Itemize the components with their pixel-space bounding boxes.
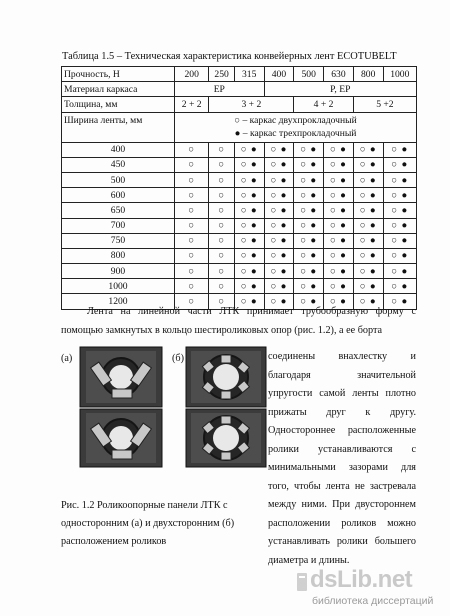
carcass-symbol-cell: ○ ● (383, 218, 416, 233)
carcass-symbol-cell: ○ ● (324, 248, 354, 263)
text-line: ролики устанавливаются с (268, 443, 416, 455)
carcass-symbol-cell: ○ ● (234, 172, 264, 187)
carcass-cell: P, EP (264, 82, 416, 97)
strength-cell: 250 (209, 67, 234, 82)
table-row (62, 203, 417, 218)
figure-label-b: (б) (172, 353, 184, 364)
text-line: расположении роликов можно (268, 517, 416, 529)
text-line: упругости самой ленты плотно (268, 388, 416, 399)
strength-cell: 500 (294, 67, 324, 82)
table-row (62, 172, 417, 187)
row-label-thickness: Толщина, мм (62, 97, 175, 112)
width-cell: 650 (62, 203, 175, 218)
text-line: Одностороннее расположенные (268, 425, 416, 436)
carcass-symbol-cell: ○ ● (353, 172, 383, 187)
right-column-text (268, 348, 416, 570)
table-row (62, 142, 417, 157)
figure-b-image (184, 345, 268, 470)
body-paragraph (61, 303, 416, 340)
legend-two-ply: ○ – каркас двухпрокладочный (234, 115, 357, 127)
carcass-symbol-cell: ○ (209, 142, 234, 157)
carcass-symbol-cell: ○ ● (383, 294, 416, 309)
carcass-symbol-cell: ○ ● (294, 172, 324, 187)
carcass-symbol-cell: ○ ● (353, 157, 383, 172)
carcass-symbol-cell: ○ (175, 188, 209, 203)
carcass-symbol-cell: ○ (209, 233, 234, 248)
carcass-symbol-cell: ○ ● (264, 172, 294, 187)
carcass-symbol-cell: ○ ● (234, 188, 264, 203)
carcass-symbol-cell: ○ ● (324, 157, 354, 172)
carcass-symbol-cell: ○ ● (264, 279, 294, 294)
carcass-symbol-cell: ○ ● (324, 233, 354, 248)
legend-three-ply: ● – каркас трехпрокладочный (234, 128, 357, 140)
book-icon (296, 572, 308, 592)
text-line: прижаты друг к другу. (268, 406, 416, 418)
spec-table (61, 66, 417, 310)
carcass-symbol-cell: ○ ● (294, 279, 324, 294)
width-cell: 450 (62, 157, 175, 172)
carcass-symbol-cell: ○ ● (353, 264, 383, 279)
table-caption: Таблица 1.5 – Техническая характеристика конвейерных лент ECOTUBELT (62, 51, 397, 62)
carcass-symbol-cell: ○ ● (294, 203, 324, 218)
width-cell: 500 (62, 172, 175, 187)
carcass-symbol-cell: ○ ● (294, 157, 324, 172)
carcass-symbol-cell: ○ ● (383, 188, 416, 203)
carcass-symbol-cell: ○ ● (294, 233, 324, 248)
carcass-symbol-cell: ○ ● (353, 279, 383, 294)
carcass-symbol-cell: ○ ● (324, 279, 354, 294)
carcass-symbol-cell: ○ (209, 157, 234, 172)
carcass-symbol-cell: ○ ● (234, 279, 264, 294)
carcass-symbol-cell: ○ (175, 279, 209, 294)
carcass-symbol-cell: ○ ● (234, 294, 264, 309)
carcass-symbol-cell: ○ ● (353, 218, 383, 233)
table-row (62, 157, 417, 172)
carcass-symbol-cell: ○ ● (294, 188, 324, 203)
carcass-symbol-cell: ○ ● (294, 218, 324, 233)
row-label-carcass: Материал каркаса (62, 82, 175, 97)
figure-caption: Рис. 1.2 Роликоопорные панели ЛТК с односторонним (а) и двухсторонним (б) расположением роликов (61, 500, 235, 547)
carcass-symbol-cell: ○ ● (264, 294, 294, 309)
carcass-symbol-cell: ○ ● (234, 248, 264, 263)
carcass-symbol-cell: ○ ● (324, 203, 354, 218)
carcass-symbol-cell: ○ (175, 233, 209, 248)
roller-a-top-bottom (112, 389, 132, 398)
table-row (62, 218, 417, 233)
width-cell: 1000 (62, 279, 175, 294)
table-row-thickness (62, 97, 417, 112)
carcass-symbol-cell: ○ (175, 294, 209, 309)
carcass-symbol-cell: ○ ● (264, 188, 294, 203)
carcass-symbol-cell: ○ ● (353, 203, 383, 218)
carcass-symbol-cell: ○ ● (383, 233, 416, 248)
carcass-symbol-cell: ○ (175, 157, 209, 172)
carcass-symbol-cell: ○ ● (264, 264, 294, 279)
carcass-symbol-cell: ○ ● (294, 142, 324, 157)
row-label-strength: Прочность, Н (62, 67, 175, 82)
figure-label-a: (а) (61, 353, 73, 364)
table-row-width-header (62, 112, 417, 142)
width-cell: 700 (62, 218, 175, 233)
carcass-symbol-cell: ○ ● (294, 264, 324, 279)
row-label-width: Ширина ленты, мм (62, 112, 175, 142)
carcass-symbol-cell: ○ (209, 294, 234, 309)
carcass-cell: EP (175, 82, 265, 97)
carcass-symbol-cell: ○ ● (264, 248, 294, 263)
text-line: минимальными зазорами для (268, 462, 416, 473)
width-cell: 400 (62, 142, 175, 157)
text-line: между ними. При двустороннем (268, 499, 416, 510)
carcass-symbol-cell: ○ ● (234, 203, 264, 218)
text-line: устанавливать ролики большего (268, 536, 416, 547)
carcass-symbol-cell: ○ ● (353, 142, 383, 157)
strength-cell: 315 (234, 67, 264, 82)
thickness-cell: 2 + 2 (175, 97, 209, 112)
carcass-symbol-cell: ○ ● (264, 157, 294, 172)
thickness-cell: 5 +2 (353, 97, 416, 112)
figure-a-image (78, 345, 164, 470)
carcass-symbol-cell: ○ ● (353, 248, 383, 263)
carcass-symbol-cell: ○ ● (383, 279, 416, 294)
text-line: диаметра и длины. (268, 554, 350, 566)
carcass-symbol-cell: ○ ● (383, 203, 416, 218)
width-cell: 800 (62, 248, 175, 263)
watermark-subtitle: библиотека диссертаций (312, 595, 434, 607)
carcass-symbol-cell: ○ ● (264, 203, 294, 218)
carcass-symbol-cell: ○ (209, 279, 234, 294)
carcass-symbol-cell: ○ ● (383, 264, 416, 279)
carcass-symbol-cell: ○ ● (234, 142, 264, 157)
carcass-symbol-cell: ○ ● (353, 188, 383, 203)
legend-cell (175, 112, 417, 142)
carcass-symbol-cell: ○ (175, 142, 209, 157)
table-row (62, 248, 417, 263)
carcass-symbol-cell: ○ (209, 218, 234, 233)
carcass-symbol-cell: ○ (209, 248, 234, 263)
carcass-symbol-cell: ○ ● (324, 264, 354, 279)
watermark-logo (296, 564, 446, 612)
width-cell: 750 (62, 233, 175, 248)
carcass-symbol-cell: ○ (209, 172, 234, 187)
carcass-symbol-cell: ○ ● (294, 294, 324, 309)
carcass-symbol-cell: ○ (175, 218, 209, 233)
strength-cell: 630 (324, 67, 354, 82)
carcass-symbol-cell: ○ ● (383, 172, 416, 187)
carcass-symbol-cell: ○ ● (294, 248, 324, 263)
carcass-symbol-cell: ○ (175, 172, 209, 187)
carcass-symbol-cell: ○ ● (234, 157, 264, 172)
carcass-symbol-cell: ○ (175, 248, 209, 263)
width-cell: 1200 (62, 294, 175, 309)
carcass-symbol-cell: ○ ● (234, 233, 264, 248)
carcass-symbol-cell: ○ ● (324, 188, 354, 203)
carcass-symbol-cell: ○ ● (324, 142, 354, 157)
carcass-symbol-cell: ○ (175, 264, 209, 279)
strength-cell: 200 (175, 67, 209, 82)
table-row (62, 188, 417, 203)
width-cell: 600 (62, 188, 175, 203)
carcass-symbol-cell: ○ ● (353, 233, 383, 248)
table-row (62, 264, 417, 279)
carcass-symbol-cell: ○ (209, 188, 234, 203)
width-cell: 900 (62, 264, 175, 279)
thickness-cell: 3 + 2 (209, 97, 294, 112)
carcass-symbol-cell: ○ (175, 203, 209, 218)
table-row (62, 279, 417, 294)
carcass-symbol-cell: ○ ● (234, 218, 264, 233)
table-row-carcass (62, 82, 417, 97)
table-row-strength (62, 67, 417, 82)
strength-cell: 800 (353, 67, 383, 82)
text-line: соединены внахлестку и (268, 351, 416, 362)
carcass-symbol-cell: ○ ● (264, 218, 294, 233)
strength-cell: 400 (264, 67, 294, 82)
carcass-symbol-cell: ○ ● (234, 264, 264, 279)
carcass-symbol-cell: ○ ● (383, 157, 416, 172)
carcass-symbol-cell: ○ ● (383, 248, 416, 263)
carcass-symbol-cell: ○ ● (324, 294, 354, 309)
strength-cell: 1000 (383, 67, 416, 82)
carcass-symbol-cell: ○ ● (324, 218, 354, 233)
text-line: благодаря значительной (268, 369, 416, 381)
carcass-symbol-cell: ○ ● (264, 142, 294, 157)
thickness-cell: 4 + 2 (294, 97, 354, 112)
watermark-title: dsLib.net (310, 566, 413, 593)
carcass-symbol-cell: ○ (209, 203, 234, 218)
text-line: того, чтобы лента не застревала (268, 480, 416, 492)
carcass-symbol-cell: ○ ● (264, 233, 294, 248)
body-paragraph-text: Лента на линейной части ЛТК принимает трубообразную форму с помощью замкнутых в кольцо шестироликовых опор (рис. 1.2), а ее борта (61, 306, 416, 336)
carcass-symbol-cell: ○ ● (353, 294, 383, 309)
table-row (62, 233, 417, 248)
carcass-symbol-cell: ○ ● (383, 142, 416, 157)
carcass-symbol-cell: ○ (209, 264, 234, 279)
carcass-symbol-cell: ○ ● (324, 172, 354, 187)
